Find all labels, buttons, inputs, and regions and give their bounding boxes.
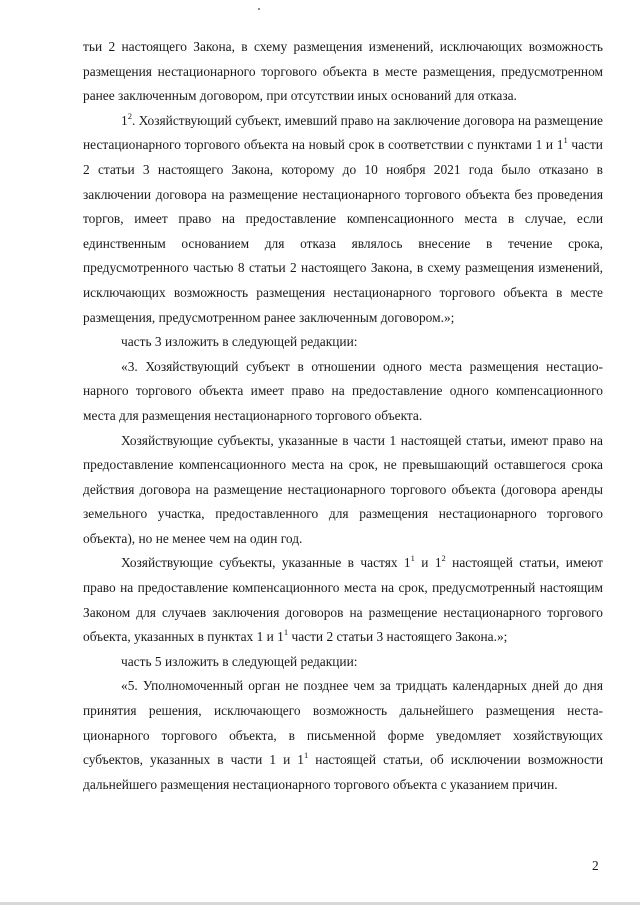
superscript: 1 [410,553,415,564]
superscript: 2 [441,553,446,564]
paragraph [83,35,603,109]
document-body [83,35,603,797]
paragraph-text: . Хозяйствующий субъект, имевший право на заключение договора на размещение нестационарного торгового объекта на новый срок в соответствии с пунктами 1 и 1 [83,112,603,153]
paragraph-text: «5. Уполномоченный орган не позднее чем за тридцать календарных дней до дня принятия решения, исключающего возможность дальнейшего размещения нестационарного торгового объекта, в письменной форме уведомляет хозяйствующих субъектов, указанных в части 1 и 1 [83,678,603,768]
paragraph [83,429,603,552]
paragraph [83,109,603,330]
paragraph-text: настоящей статьи, имеют право на предоставление компенсационного места на срок, предусмотренный настоящим Законом для случаев заключения договоров на размещение нестационарного торгового объекта, указанных в пунктах 1 и 1 [83,555,603,645]
paragraph-text: и 1 [414,555,442,571]
paragraph [83,650,603,675]
paragraph-text: 1 [121,112,128,128]
paragraph-text: части 2 статьи 3 настоящего Закона.»; [288,629,508,645]
paragraph-text: части 2 статьи 3 настоящего Закона, которому до 10 ноября 2021 года было отказано в заключении договора на размещение нестационарного торгового объекта без проведения торгов, имеет право на предоставление компенсационного места в случае, если единственным основанием для отказа являлось внесение в течение срока, предусмотренного частью 8 статьи 2 настоящего Закона, в схему размещения изменений, исключающих возможность размещения нестационарного торгового объекта в месте размещения, предусмотренном ранее заключенным договором.»; [83,137,603,325]
paragraph-text: часть 3 изложить в следующей редакции: [121,334,358,350]
superscript: 2 [127,110,132,121]
paragraph [83,551,603,649]
paragraph-text: Хозяйствующие субъекты, указанные в части 1 настоящей статьи, имеют право на предоставление компенсационного места на срок, не превышающий оставшегося срока действия договора на размещение нестационарного торгового объекта (договора аренды земельного участка, предоставленного для размещения нестационарного торгового объекта), но не менее чем на один год. [83,432,603,546]
paragraph-text: часть 5 изложить в следующей редакции: [121,653,358,669]
superscript: 1 [563,135,568,146]
paragraph [83,330,603,355]
paragraph-text: Хозяйствующие субъекты, указанные в частях 1 [121,555,411,571]
paragraph-text: настоящей статьи, об исключении возможности дальнейшего размещения нестационарного торгового объекта с указанием причин. [83,752,603,792]
paragraph [83,674,603,797]
scan-dot-mark [258,8,260,10]
superscript: 1 [283,627,289,638]
paragraph-text: «3. Хозяйствующий субъект в отношении одного места размещения нестационарного торгового объекта имеет право на предоставление одного компенсационного места для размещения нестационарного торгового объекта. [83,358,603,423]
paragraph [83,355,603,429]
page-number: 2 [592,858,599,873]
superscript: 1 [304,750,309,761]
paragraph-text: тьи 2 настоящего Закона, в схему размещения изменений, исключающих возможность размещения нестационарного торгового объекта в месте размещения, предусмотренном ранее заключенным договором, при отсутствии иных оснований для отказа. [83,39,603,104]
